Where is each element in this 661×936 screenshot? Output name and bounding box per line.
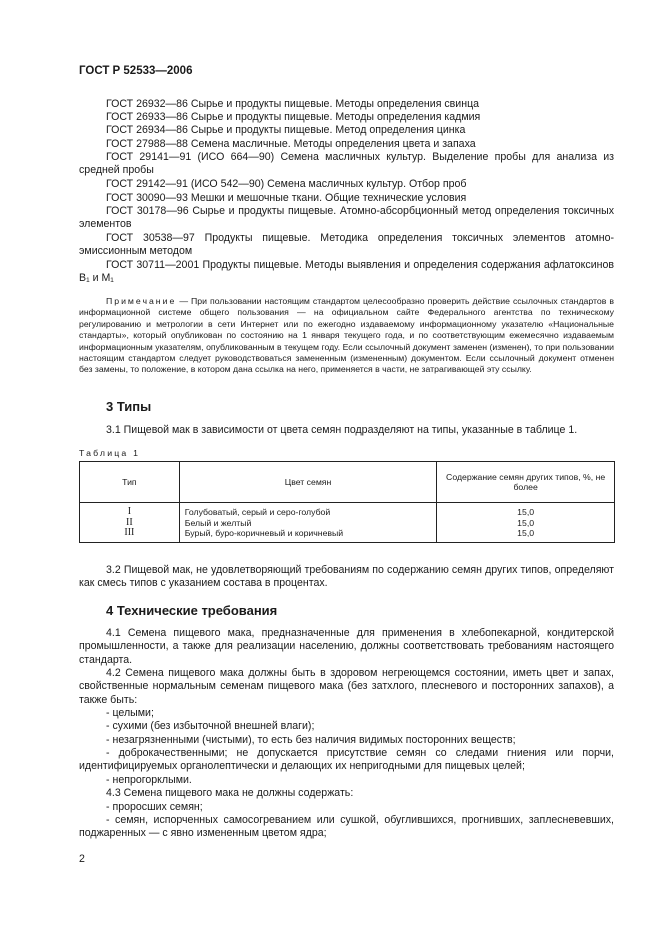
reference-item: ГОСТ 26932—86 Сырье и продукты пищевые. Методы определения свинца <box>106 98 480 110</box>
table-cell: I <box>127 506 132 517</box>
section-3-title: 3 Типы <box>106 399 152 414</box>
table-cell: 15,0 <box>517 528 535 539</box>
list-item: - непрогорклыми. <box>106 774 192 786</box>
reference-item: ГОСТ 26934—86 Сырье и продукты пищевые. Метод определения цинка <box>106 124 466 136</box>
reference-item: ГОСТ 29141—91 (ИСО 664—90) Семена масличных культур. Выделение пробы для анализа из средней пробы <box>79 151 614 177</box>
reference-item: ГОСТ 27988—88 Семена масличные. Методы определения цвета и запаха <box>106 138 476 150</box>
note-label: Примечание <box>106 296 177 306</box>
table-cell: Голубоватый, серый и серо-голубой <box>184 507 331 517</box>
note <box>79 296 614 376</box>
table-header-color: Цвет семян <box>179 462 437 503</box>
reference-item: ГОСТ 30178—96 Сырье и продукты пищевые. Атомно-абсорбционный метод определения токсичных элементов <box>79 205 614 231</box>
table-caption: Таблица 1 <box>79 448 141 458</box>
paragraph-4-2: 4.2 Семена пищевого мака должны быть в здоровом негреющемся состоянии, иметь цвет и запах, свойственные нормальным семенам пищевого мака (без затхлого, плесневого и посторонних запахов), а также быть: <box>79 667 614 706</box>
types-table <box>79 461 615 543</box>
table-cell: III <box>124 527 135 539</box>
list-item: - проросших семян; <box>106 801 203 813</box>
table-cell: Бурый, буро-коричневый и коричневый <box>184 528 344 539</box>
reference-item: ГОСТ 30538—97 Продукты пищевые. Методика определения токсичных элементов атомно-эмиссионным методом <box>79 232 614 258</box>
table-cell: 15,0 <box>517 517 535 528</box>
note-text: — При пользовании настоящим стандартом целесообразно проверить действие ссылочных стандартов в информационной системе общего пользования — на официальном сайте Федерального агентства по техническому регулированию и метрологии в сети Интернет или по ежегодно издаваемому информационному указателю «Национальные стандарты», который опубликован по состоянию на 1 января текущего года, и по соответствующим ежемесячно издаваемым информационным указателям, опубликованным в текущем году. Если ссылочный документ заменен (изменен), то при пользовании настоящим стандартом следует руководствоваться замененным (измененным) документом. Если ссылочный документ отменен без замены, то положение, в котором дана ссылка на него, применяется в части, не затрагивающей эту ссылку. <box>79 296 614 375</box>
reference-item: ГОСТ 29142—91 (ИСО 542—90) Семена масличных культур. Отбор проб <box>106 178 467 190</box>
list-item: - доброкачественными; не допускается присутствие семян со следами гниения или порчи, идентифицируемых органолептически и делающих их непригодными для пищевых целей; <box>79 747 614 773</box>
paragraph-3-1: 3.1 Пищевой мак в зависимости от цвета семян подразделяют на типы, указанные в таблице 1. <box>106 424 578 436</box>
table-cell: II <box>126 516 133 528</box>
table-header-content: Содержание семян других типов, %, не более <box>437 462 615 503</box>
list-item: - целыми; <box>106 707 154 719</box>
page-number: 2 <box>79 853 85 865</box>
paragraph-3-2: 3.2 Пищевой мак, не удовлетворяющий требованиям по содержанию семян других типов, определяют как смесь типов с указанием состава в процентах. <box>79 564 614 590</box>
table-cell: 15,0 <box>517 507 535 517</box>
paragraph-4-3: 4.3 Семена пищевого мака не должны содержать: <box>106 787 354 799</box>
list-item: - незагрязненными (чистыми), то есть без наличия видимых посторонних веществ; <box>106 734 516 746</box>
reference-item: ГОСТ 26933—86 Сырье и продукты пищевые. Методы определения кадмия <box>106 111 481 123</box>
table-col-type <box>80 503 180 543</box>
section-4-title: 4 Технические требования <box>106 603 278 618</box>
table-cell: Белый и желтый <box>184 517 252 528</box>
table-col-content <box>437 503 615 543</box>
document-header: ГОСТ Р 52533—2006 <box>79 65 193 77</box>
table-col-color <box>179 503 437 543</box>
list-item: - сухими (без избыточной внешней влаги); <box>106 720 315 732</box>
reference-item: ГОСТ 30711—2001 Продукты пищевые. Методы выявления и определения содержания афлатоксинов B₁ и M₁ <box>79 259 614 285</box>
reference-item: ГОСТ 30090—93 Мешки и мешочные ткани. Общие технические условия <box>106 192 467 204</box>
list-item: - семян, испорченных самосогреванием или сушкой, обуглившихся, прогнивших, заплесневевших, поджаренных — с явно измененным цветом ядра; <box>79 814 614 840</box>
table-header-type: Тип <box>80 462 180 503</box>
paragraph-4-1: 4.1 Семена пищевого мака, предназначенные для применения в хлебопекарной, кондитерской промышленности, а также для реализации населению, должны соответствовать требованиям настоящего стандарта. <box>79 627 614 666</box>
